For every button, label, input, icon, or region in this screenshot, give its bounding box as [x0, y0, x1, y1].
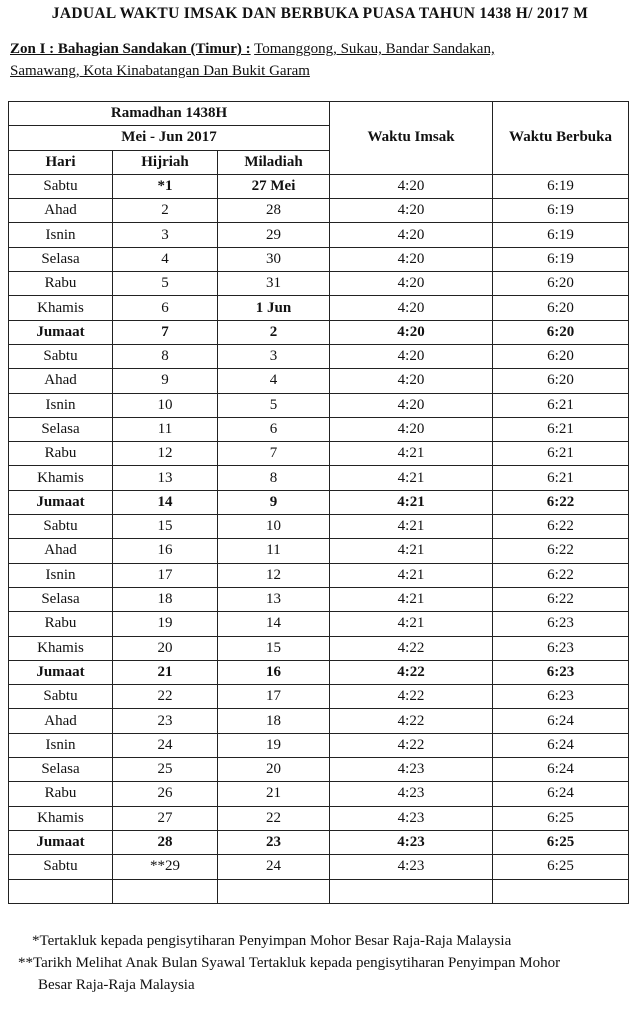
table-row — [9, 442, 629, 466]
cell-berbuka: 6:21 — [493, 466, 629, 490]
cell-miladiah: 16 — [218, 660, 330, 684]
cell-imsak: 4:20 — [330, 174, 493, 198]
cell-hari: Isnin — [9, 563, 113, 587]
cell-hijriah: 4 — [113, 247, 218, 271]
cell-berbuka: 6:19 — [493, 199, 629, 223]
cell-miladiah: 19 — [218, 733, 330, 757]
cell-berbuka: 6:22 — [493, 587, 629, 611]
cell-berbuka: 6:19 — [493, 223, 629, 247]
table-row — [9, 393, 629, 417]
cell-berbuka: 6:23 — [493, 636, 629, 660]
cell-miladiah: 18 — [218, 709, 330, 733]
cell-miladiah: 7 — [218, 442, 330, 466]
cell-berbuka: 6:21 — [493, 393, 629, 417]
table-row — [9, 782, 629, 806]
cell-hari: Jumaat — [9, 490, 113, 514]
cell-miladiah: 3 — [218, 344, 330, 368]
timetable — [8, 101, 629, 904]
cell-miladiah: 28 — [218, 199, 330, 223]
cell-berbuka: 6:22 — [493, 490, 629, 514]
cell-imsak: 4:20 — [330, 369, 493, 393]
cell-imsak: 4:23 — [330, 782, 493, 806]
cell-imsak: 4:20 — [330, 272, 493, 296]
cell-hijriah: 26 — [113, 782, 218, 806]
cell-hari: Rabu — [9, 272, 113, 296]
cell-empty — [9, 879, 113, 903]
cell-hijriah: 9 — [113, 369, 218, 393]
cell-berbuka: 6:25 — [493, 830, 629, 854]
cell-berbuka: 6:22 — [493, 539, 629, 563]
table-row-empty — [9, 879, 629, 903]
cell-imsak: 4:23 — [330, 830, 493, 854]
header-months: Mei - Jun 2017 — [9, 126, 330, 150]
cell-berbuka: 6:20 — [493, 320, 629, 344]
cell-imsak: 4:22 — [330, 733, 493, 757]
cell-miladiah: 22 — [218, 806, 330, 830]
cell-miladiah: 9 — [218, 490, 330, 514]
table-row — [9, 247, 629, 271]
cell-miladiah: 12 — [218, 563, 330, 587]
cell-miladiah: 24 — [218, 855, 330, 879]
cell-hari: Jumaat — [9, 320, 113, 344]
cell-miladiah: 23 — [218, 830, 330, 854]
cell-hijriah: 23 — [113, 709, 218, 733]
cell-hijriah: 3 — [113, 223, 218, 247]
cell-berbuka: 6:24 — [493, 758, 629, 782]
cell-hijriah: 22 — [113, 685, 218, 709]
cell-hari: Rabu — [9, 612, 113, 636]
cell-imsak: 4:21 — [330, 466, 493, 490]
cell-berbuka: 6:20 — [493, 296, 629, 320]
cell-imsak: 4:21 — [330, 515, 493, 539]
header-waktu-berbuka: Waktu Berbuka — [493, 102, 629, 175]
cell-hari: Rabu — [9, 782, 113, 806]
cell-berbuka: 6:19 — [493, 247, 629, 271]
cell-empty — [493, 879, 629, 903]
cell-imsak: 4:21 — [330, 442, 493, 466]
cell-miladiah: 8 — [218, 466, 330, 490]
cell-berbuka: 6:20 — [493, 369, 629, 393]
cell-hijriah: 24 — [113, 733, 218, 757]
footnote-2-line1: **Tarikh Melihat Anak Bulan Syawal Tertakluk kepada pengisytiharan Penyimpan Mohor — [18, 955, 561, 971]
page-title: JADUAL WAKTU IMSAK DAN BERBUKA PUASA TAHUN 1438 H/ 2017 M — [51, 5, 589, 22]
cell-imsak: 4:20 — [330, 320, 493, 344]
cell-miladiah: 31 — [218, 272, 330, 296]
cell-empty — [113, 879, 218, 903]
footnotes — [18, 930, 628, 996]
cell-imsak: 4:22 — [330, 660, 493, 684]
table-row — [9, 855, 629, 879]
cell-hari: Jumaat — [9, 830, 113, 854]
cell-berbuka: 6:25 — [493, 806, 629, 830]
table-row — [9, 709, 629, 733]
cell-hari: Sabtu — [9, 515, 113, 539]
table-row — [9, 369, 629, 393]
cell-hari: Sabtu — [9, 685, 113, 709]
cell-hijriah: 13 — [113, 466, 218, 490]
table-row — [9, 539, 629, 563]
table-row — [9, 296, 629, 320]
cell-hari: Selasa — [9, 587, 113, 611]
cell-imsak: 4:20 — [330, 393, 493, 417]
cell-miladiah: 21 — [218, 782, 330, 806]
cell-miladiah: 20 — [218, 758, 330, 782]
cell-hari: Jumaat — [9, 660, 113, 684]
table-row — [9, 830, 629, 854]
cell-hijriah: 28 — [113, 830, 218, 854]
table-row — [9, 806, 629, 830]
table-row — [9, 272, 629, 296]
table-row — [9, 758, 629, 782]
cell-berbuka: 6:20 — [493, 344, 629, 368]
table-row — [9, 733, 629, 757]
cell-berbuka: 6:24 — [493, 709, 629, 733]
cell-hari: Selasa — [9, 417, 113, 441]
cell-hari: Khamis — [9, 636, 113, 660]
cell-hijriah: 12 — [113, 442, 218, 466]
cell-miladiah: 29 — [218, 223, 330, 247]
cell-imsak: 4:20 — [330, 417, 493, 441]
cell-miladiah: 15 — [218, 636, 330, 660]
cell-berbuka: 6:19 — [493, 174, 629, 198]
cell-hijriah: 5 — [113, 272, 218, 296]
cell-hijriah: 21 — [113, 660, 218, 684]
cell-berbuka: 6:21 — [493, 442, 629, 466]
table-row — [9, 636, 629, 660]
header-miladiah: Miladiah — [218, 150, 330, 174]
table-row — [9, 417, 629, 441]
cell-imsak: 4:20 — [330, 223, 493, 247]
cell-miladiah: 30 — [218, 247, 330, 271]
cell-hari: Khamis — [9, 806, 113, 830]
cell-berbuka: 6:22 — [493, 563, 629, 587]
cell-imsak: 4:20 — [330, 344, 493, 368]
cell-hari: Khamis — [9, 296, 113, 320]
cell-berbuka: 6:23 — [493, 612, 629, 636]
cell-hijriah: 19 — [113, 612, 218, 636]
cell-berbuka: 6:20 — [493, 272, 629, 296]
cell-miladiah: 11 — [218, 539, 330, 563]
cell-imsak: 4:20 — [330, 296, 493, 320]
cell-miladiah: 2 — [218, 320, 330, 344]
cell-imsak: 4:21 — [330, 490, 493, 514]
cell-berbuka: 6:24 — [493, 782, 629, 806]
footnote-1: *Tertakluk kepada pengisytiharan Penyimpan Mohor Besar Raja-Raja Malaysia — [32, 933, 512, 949]
header-hijriah: Hijriah — [113, 150, 218, 174]
cell-hari: Khamis — [9, 466, 113, 490]
cell-berbuka: 6:21 — [493, 417, 629, 441]
cell-miladiah: 4 — [218, 369, 330, 393]
table-row — [9, 563, 629, 587]
cell-hari: Selasa — [9, 758, 113, 782]
cell-hijriah: *1 — [113, 174, 218, 198]
cell-hijriah: 2 — [113, 199, 218, 223]
cell-imsak: 4:21 — [330, 612, 493, 636]
cell-imsak: 4:22 — [330, 636, 493, 660]
cell-imsak: 4:20 — [330, 247, 493, 271]
cell-hari: Isnin — [9, 223, 113, 247]
cell-berbuka: 6:23 — [493, 660, 629, 684]
table-row — [9, 685, 629, 709]
cell-hijriah: 10 — [113, 393, 218, 417]
header-waktu-imsak: Waktu Imsak — [330, 102, 493, 175]
cell-miladiah: 1 Jun — [218, 296, 330, 320]
cell-miladiah: 14 — [218, 612, 330, 636]
cell-empty — [330, 879, 493, 903]
cell-miladiah: 6 — [218, 417, 330, 441]
table-row — [9, 466, 629, 490]
zone-description — [10, 38, 630, 82]
cell-berbuka: 6:22 — [493, 515, 629, 539]
cell-hijriah: 8 — [113, 344, 218, 368]
header-ramadhan: Ramadhan 1438H — [9, 102, 330, 126]
cell-imsak: 4:21 — [330, 539, 493, 563]
table-row — [9, 587, 629, 611]
cell-hari: Ahad — [9, 709, 113, 733]
cell-miladiah: 13 — [218, 587, 330, 611]
cell-hijriah: **29 — [113, 855, 218, 879]
cell-miladiah: 27 Mei — [218, 174, 330, 198]
cell-hijriah: 17 — [113, 563, 218, 587]
cell-berbuka: 6:23 — [493, 685, 629, 709]
table-row — [9, 199, 629, 223]
cell-imsak: 4:23 — [330, 806, 493, 830]
cell-hari: Ahad — [9, 199, 113, 223]
table-row — [9, 660, 629, 684]
table-row — [9, 223, 629, 247]
cell-imsak: 4:22 — [330, 709, 493, 733]
cell-hijriah: 7 — [113, 320, 218, 344]
cell-hijriah: 16 — [113, 539, 218, 563]
cell-imsak: 4:22 — [330, 685, 493, 709]
cell-imsak: 4:20 — [330, 199, 493, 223]
cell-imsak: 4:23 — [330, 855, 493, 879]
cell-imsak: 4:23 — [330, 758, 493, 782]
cell-miladiah: 5 — [218, 393, 330, 417]
cell-hijriah: 18 — [113, 587, 218, 611]
cell-hijriah: 15 — [113, 515, 218, 539]
cell-berbuka: 6:24 — [493, 733, 629, 757]
cell-miladiah: 10 — [218, 515, 330, 539]
zone-label: Zon I : Bahagian Sandakan (Timur) : — [10, 41, 251, 57]
cell-hijriah: 27 — [113, 806, 218, 830]
cell-hijriah: 14 — [113, 490, 218, 514]
zone-areas-line1: Tomanggong, Sukau, Bandar Sandakan, — [254, 41, 495, 57]
cell-hijriah: 20 — [113, 636, 218, 660]
footnote-2-line2: Besar Raja-Raja Malaysia — [38, 977, 195, 993]
cell-hari: Selasa — [9, 247, 113, 271]
cell-hari: Ahad — [9, 369, 113, 393]
table-row — [9, 320, 629, 344]
cell-berbuka: 6:25 — [493, 855, 629, 879]
footnote-2 — [18, 952, 628, 996]
table-row — [9, 515, 629, 539]
cell-hari: Sabtu — [9, 344, 113, 368]
cell-hijriah: 11 — [113, 417, 218, 441]
cell-hijriah: 6 — [113, 296, 218, 320]
cell-empty — [218, 879, 330, 903]
zone-areas-line2: Samawang, Kota Kinabatangan Dan Bukit Garam — [10, 63, 310, 79]
cell-hari: Sabtu — [9, 174, 113, 198]
cell-hari: Rabu — [9, 442, 113, 466]
table-row — [9, 490, 629, 514]
cell-hari: Sabtu — [9, 855, 113, 879]
cell-hijriah: 25 — [113, 758, 218, 782]
cell-miladiah: 17 — [218, 685, 330, 709]
cell-hari: Isnin — [9, 733, 113, 757]
table-row — [9, 612, 629, 636]
cell-hari: Isnin — [9, 393, 113, 417]
cell-imsak: 4:21 — [330, 587, 493, 611]
header-hari: Hari — [9, 150, 113, 174]
cell-imsak: 4:21 — [330, 563, 493, 587]
table-row — [9, 344, 629, 368]
table-row — [9, 174, 629, 198]
cell-hari: Ahad — [9, 539, 113, 563]
